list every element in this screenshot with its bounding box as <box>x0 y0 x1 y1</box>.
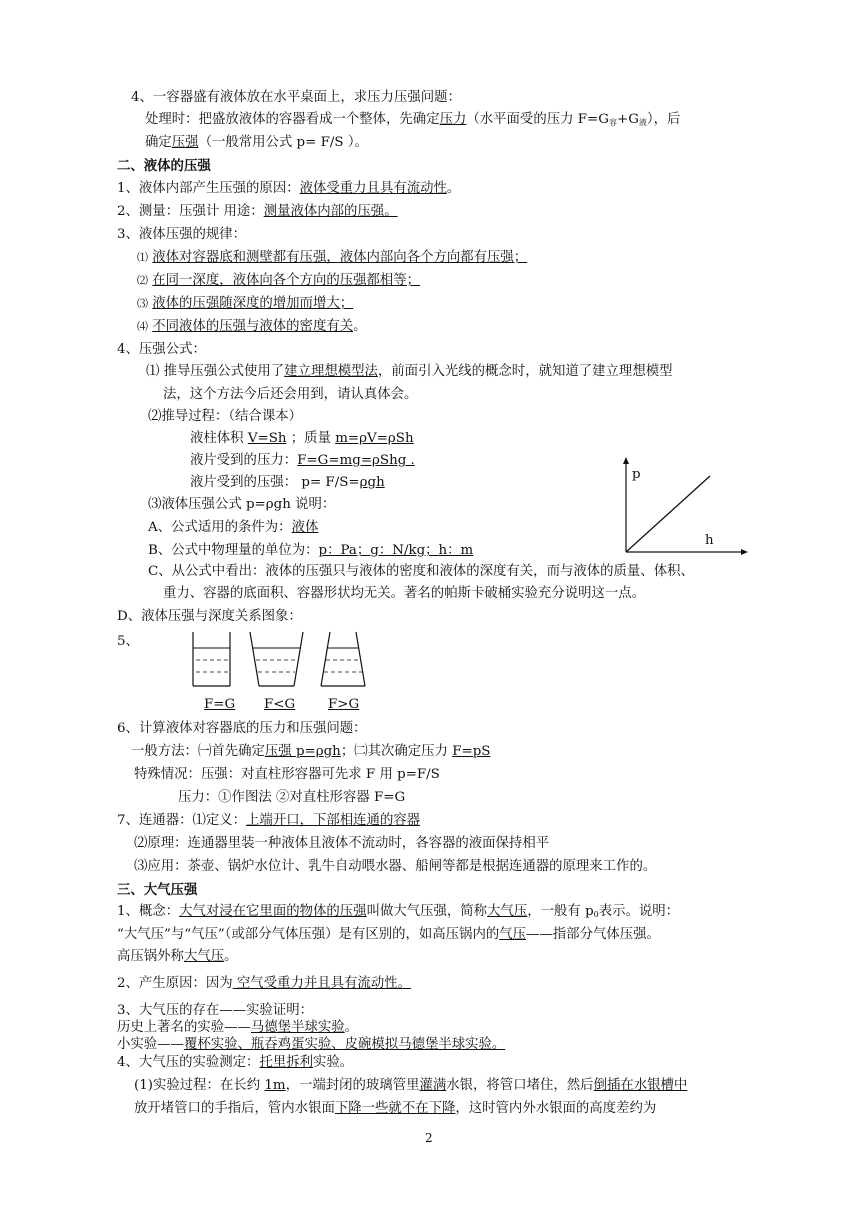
t: 放开堵管口的手指后，管内水银面 <box>134 1101 335 1116</box>
t: ⑴ <box>137 251 148 264</box>
rules-title: 3、液体压强的规律： <box>117 227 247 242</box>
derivation-title: ⑵推导过程：（结合课本） <box>148 409 302 424</box>
t: 1、液体内部产生压强的原因： <box>117 181 300 196</box>
rule-4 <box>137 317 367 337</box>
atm-cause <box>117 974 411 994</box>
t: 1m <box>264 1078 286 1093</box>
t: ⑷ <box>137 320 148 333</box>
t: 2、产生原因：因为 <box>117 976 233 991</box>
t: 液柱体积 <box>190 431 248 446</box>
t: （水平面受的压力 F=G <box>466 112 609 127</box>
t: 压力 <box>439 112 467 127</box>
t: 压强 p=ρgh <box>264 744 341 759</box>
t: 灌满 <box>419 1078 447 1093</box>
t: ——指部分气体压强。 <box>526 927 660 942</box>
t: 。 <box>446 181 461 196</box>
graph-y-label: p <box>632 467 641 482</box>
item-4-title: 4、一容器盛有液体放在水平桌面上，求压力压强问题： <box>131 90 461 105</box>
connector-principle: ⑵原理：连通器里装一种液体且液体不流动时，各容器的液面保持相平 <box>134 836 550 851</box>
t: 处理时：把盛放液体的容器看成一个整体，先确定 <box>145 112 440 127</box>
torricelli-process <box>134 1076 687 1096</box>
torricelli-process-cont <box>134 1099 656 1119</box>
item-6-title: 6、计算液体对容器底的压力和压强问题： <box>117 721 367 736</box>
wide-top-container <box>250 632 303 686</box>
t: 压强 <box>171 135 199 150</box>
t: （一般常用公式 p= F/S ）。 <box>198 135 368 150</box>
t: 液片受到的压力： <box>190 453 298 468</box>
t: 空气受重力并且具有流动性。 <box>232 976 411 991</box>
formula-title: 4、压强公式： <box>117 342 206 357</box>
t: 一般方法：㈠首先确定 <box>131 744 265 759</box>
t: (1)实验过程：在长约 <box>134 1078 265 1093</box>
t: 大气压 <box>183 949 225 964</box>
graph-title: D、液体压强与深度关系图象： <box>117 609 302 624</box>
t: 历史上著名的实验—— <box>117 1020 251 1035</box>
derivation-force <box>190 451 415 471</box>
t: 建立理想模型法 <box>284 364 378 379</box>
t: ⑶ <box>137 297 148 310</box>
formula-note-title: ⑶液体压强公式 p=ρgh 说明： <box>148 497 336 512</box>
t: ，前面引入光线的概念时，就知道了建立理想模型 <box>377 364 673 379</box>
t: ，一端封闭的玻璃管里 <box>285 1078 420 1093</box>
wide-bottom-container <box>321 632 365 686</box>
rule-1 <box>137 248 527 268</box>
t: 水银，将管口堵住，然后 <box>446 1078 594 1093</box>
t: +G <box>616 112 639 127</box>
t: 7、连通器：⑴定义： <box>117 813 247 828</box>
container-caption-3: F>G <box>328 697 360 712</box>
graph-x-label: h <box>705 533 714 548</box>
rule-2 <box>137 271 420 291</box>
condition-line <box>148 518 318 538</box>
model-line <box>146 362 673 382</box>
conclusion-line-cont: 重力、容器的底面积、容器形状均无关。著名的帕斯卡破桶实验充分说明这一点。 <box>163 586 646 601</box>
t: ；质量 <box>286 431 336 446</box>
atm-concept <box>117 902 679 925</box>
item-5-number: 5、 <box>117 634 139 649</box>
t: 液体的压强随深度的增加而增大； <box>152 296 354 311</box>
item-4-method-cont <box>145 133 368 153</box>
special-case-force: 压力：①作图法 ②对直柱形容器 F=G <box>178 790 406 805</box>
t: ），后 <box>646 112 681 127</box>
t: 液体对容器底和测壁都有压强，液体内部向各个方向都有压强； <box>152 250 528 265</box>
t: 0 <box>593 910 599 919</box>
small-experiments <box>117 1035 505 1055</box>
t: ⑴ 推导压强公式使用了 <box>146 364 285 379</box>
container-caption-2: F<G <box>264 697 296 712</box>
t: 大气压 <box>487 904 528 919</box>
containers-diagram <box>190 630 370 690</box>
t: ；㈡其次确定压力 <box>340 744 453 759</box>
t: 表示。说明： <box>598 904 680 919</box>
derivation-pressure <box>190 473 385 493</box>
t: F=G=mg=ρShg . <box>297 453 415 468</box>
t: 叫做大气压强，简称 <box>366 904 488 919</box>
t: 高压锅外称 <box>117 949 184 964</box>
t: 小实验—— <box>117 1037 184 1052</box>
measure-line <box>117 202 398 222</box>
t: 确定 <box>145 135 172 150</box>
connector-definition <box>117 811 420 831</box>
t: 。 <box>353 319 367 334</box>
t: ρgh <box>359 475 385 490</box>
t: V=Sh <box>247 431 287 446</box>
atm-measurement <box>117 1053 353 1073</box>
atm-concept-end <box>117 947 238 967</box>
atm-concept-cont <box>117 925 660 945</box>
t: 。 <box>224 949 238 964</box>
t: 实验。 <box>313 1055 354 1070</box>
t: 液体 <box>291 520 319 535</box>
t: 上端开口，下部相连通的容器 <box>246 813 421 828</box>
section-2-heading: 二、液体的压强 <box>117 158 211 174</box>
t: 下降一些就不在下降 <box>334 1101 456 1116</box>
container-caption-1: F=G <box>204 697 236 712</box>
t: 托里拆利 <box>259 1055 313 1070</box>
x-axis-arrow <box>741 549 748 555</box>
t: 马德堡半球实验 <box>250 1020 345 1035</box>
t: 4、大气压的实验测定： <box>117 1055 260 1070</box>
t: ，这时管内外水银面的高度差约为 <box>455 1101 657 1116</box>
conclusion-line: C、从公式中看出：液体的压强只与液体的密度和液体的深度有关，而与液体的质量、体积、 <box>148 564 694 579</box>
t: ⑵ <box>137 274 148 287</box>
connector-application: ⑶应用：茶壶、锅炉水位计、乳牛自动喂水器、船闸等都是根据连通器的原理来工作的。 <box>134 859 657 874</box>
units-line <box>148 541 473 561</box>
t: 液体受重力且具有流动性 <box>299 181 447 196</box>
t: 大气对浸在它里面的物体的压强 <box>179 904 367 919</box>
t: A、公式适用的条件为： <box>148 520 292 535</box>
t: “大气压”与“气压”（或部分气体压强）是有区别的，如高压锅内的 <box>117 927 500 942</box>
rule-3 <box>137 294 353 314</box>
t: 测量液体内部的压强。 <box>263 204 398 219</box>
t: 液片受到的压强： p= F/S= <box>190 475 360 490</box>
t: F=pS <box>452 744 491 759</box>
t: 不同液体的压强与液体的密度有关 <box>152 319 354 334</box>
y-axis-arrow <box>623 457 629 464</box>
general-method <box>131 742 490 762</box>
t: 容 <box>608 118 617 127</box>
t: 倒插在水银槽中 <box>593 1078 688 1093</box>
item-4-method <box>145 110 680 133</box>
t: m=ρV=ρSh <box>335 431 414 446</box>
t: ，一般有 p <box>527 904 594 919</box>
t: 液 <box>638 118 647 127</box>
model-line-cont: 法，这个方法今后还会用到，请认真体会。 <box>163 387 418 402</box>
t: 1、概念： <box>117 904 180 919</box>
special-case-pressure: 特殊情况：压强：对直柱形容器可先求 F 用 p=F/S <box>134 767 440 782</box>
t: 在同一深度，液体向各个方向的压强都相等； <box>152 273 421 288</box>
cause-line <box>117 179 460 199</box>
t: 。 <box>344 1020 359 1035</box>
t: 覆杯实验、瓶吞鸡蛋实验、皮碗模拟马德堡半球实验。 <box>183 1037 506 1052</box>
derivation-volume <box>190 429 414 449</box>
t: p：Pa；g：N/kg；h：m <box>318 543 474 558</box>
straight-container <box>193 632 230 686</box>
section-3-heading: 三、大气压强 <box>117 882 198 898</box>
page-number: 2 <box>425 1131 433 1145</box>
t: 2、测量：压强计 用途： <box>117 204 264 219</box>
p-h-line <box>626 476 710 552</box>
atm-existence: 3、大气压的存在——实验证明： <box>117 1003 313 1018</box>
t: B、公式中物理量的单位为： <box>148 543 319 558</box>
t: 气压 <box>499 927 527 942</box>
